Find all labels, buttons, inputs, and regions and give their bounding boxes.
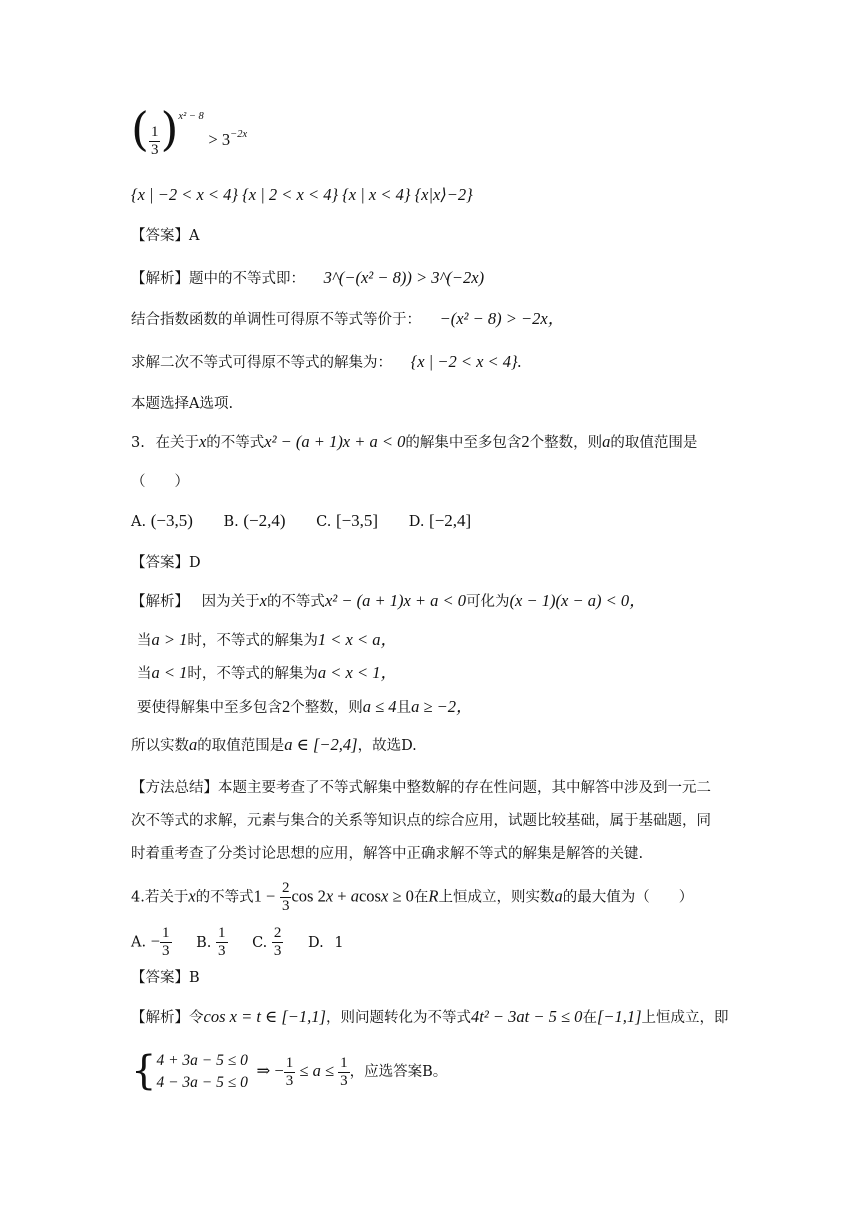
analysis-text: 令	[189, 1010, 204, 1026]
inequality-system	[156, 1050, 247, 1094]
problem2-inequality	[131, 102, 248, 159]
analysis-label: 【解析】	[131, 271, 189, 287]
analysis-math: a ≤ 4	[362, 697, 397, 716]
left-brace: {	[131, 1048, 157, 1094]
problem3-answer: 【答案】D	[131, 555, 201, 571]
problem3-options	[131, 511, 471, 532]
analysis-math: −(x² − 8) > −2x，	[439, 309, 565, 328]
option-label: A.	[131, 934, 147, 951]
fraction-one-third: $\frac{1}{3}$	[150, 123, 159, 158]
analysis-text: 的取值范围是	[197, 738, 285, 754]
rhs-exponent: −2x	[230, 129, 248, 140]
exponent: x² − 8	[178, 111, 204, 122]
analysis-math: x² − (a + 1)x + a < 0	[324, 591, 467, 610]
analysis-text: 当	[137, 666, 152, 682]
analysis-math: (x − 1)(x − a) < 0，	[509, 591, 646, 610]
problem3-analysis-4: 要使得解集中至多包含2个整数，则a ≤ 4且a ≥ −2，	[137, 697, 473, 716]
analysis-text: 当	[137, 633, 152, 649]
analysis-text: 上恒成立，即	[641, 1010, 729, 1026]
stem-text: 上恒成立，则实数	[438, 889, 555, 906]
inequality-rhs: > 3	[208, 130, 231, 149]
problem2-conclusion: 本题选择A选项.	[131, 396, 234, 412]
analysis-text: ，应选答案B。	[349, 1064, 448, 1080]
analysis-text: 在	[582, 1010, 597, 1026]
option-d: 1	[334, 934, 344, 951]
choices-text: {x | −2 < x < 4} {x | 2 < x < 4} {x | x < 4} {x|x⟩−2}	[131, 185, 473, 204]
analysis-math: cos x = t ∈ [−1,1]	[203, 1007, 326, 1026]
option-label: A.	[131, 514, 147, 530]
left-paren: (	[131, 102, 149, 156]
problem2-choices	[131, 185, 473, 206]
question-number: 3.	[131, 435, 145, 451]
problem4-stem: 4.若关于x的不等式1 − $\frac{2}{3}$ cos 2x + acosx ≥ 0在R上恒成立，则实数a的最大值为（ ）	[131, 880, 694, 914]
analysis-text: ，故选D.	[357, 738, 417, 754]
fraction-one-third: $\frac{1}{3}$	[285, 1054, 294, 1089]
right-paren: )	[160, 102, 179, 156]
problem3-stem: 3. 在关于x的不等式x² − (a + 1)x + a < 0的解集中至多包含2个整数，则a的取值范围是	[131, 432, 698, 451]
problem3-summary-1: 【方法总结】本题主要考查了不等式解集中整数解的存在性问题，其中解答中涉及到一元二	[131, 780, 711, 796]
analysis-math: 4t² − 3at − 5 ≤ 0	[470, 1007, 583, 1026]
option-c: $\frac{2}{3}$	[273, 925, 282, 959]
analysis-text: 求解二次不等式可得原不等式的解集为：	[131, 355, 392, 371]
stem-text: 个整数，则	[529, 435, 603, 451]
analysis-text: 时，不等式的解集为	[187, 633, 318, 649]
analysis-text: 个整数，则	[290, 700, 363, 716]
analysis-text: 且	[396, 700, 412, 716]
problem2-analysis-3	[131, 352, 522, 373]
problem4-answer: 【答案】B	[131, 970, 200, 986]
option-c: [−3,5]	[335, 511, 379, 530]
option-label: D.	[408, 514, 425, 530]
analysis-math: a ∈ [−2,4]	[284, 735, 358, 754]
problem2-analysis-1	[131, 268, 484, 289]
stem-text: 若关于	[144, 889, 189, 906]
analysis-math: a < x < 1，	[317, 663, 397, 682]
problem3-analysis-1: 【解析】 因为关于x的不等式x² − (a + 1)x + a < 0可化为(x − 1)(x − a) < 0，	[131, 591, 646, 610]
analysis-text: 可化为	[466, 594, 510, 610]
stem-text: 在	[413, 889, 429, 906]
option-a: (−3,5)	[150, 511, 193, 530]
option-label: C.	[252, 934, 268, 951]
analysis-math: 3^(−(x² − 8)) > 3^(−2x)	[323, 268, 485, 287]
stem-text: 的取值范围是	[610, 435, 698, 451]
option-b: (−2,4)	[243, 511, 286, 530]
analysis-text: 因为关于	[201, 594, 260, 610]
analysis-math: {x | −2 < x < 4}.	[410, 352, 522, 371]
option-label: B.	[196, 934, 212, 951]
stem-text: 的最大值为（ ）	[562, 889, 694, 906]
stem-text: 的解集中至多包含	[405, 435, 522, 451]
analysis-label: 【解析】	[131, 594, 189, 610]
system-row: 4 + 3a − 5 ≤ 0	[156, 1052, 248, 1069]
option-d: [−2,4]	[429, 511, 472, 530]
problem3-analysis-5: 所以实数a的取值范围是a ∈ [−2,4]，故选D.	[131, 735, 417, 754]
problem4-options: A. − $\frac{1}{3}$ B. $\frac{1}{3}$ C. $\frac{2}{3}$ D. 1	[131, 925, 344, 959]
option-label: C.	[316, 514, 332, 530]
problem3-summary-2: 次不等式的求解，元素与集合的关系等知识点的综合应用，试题比较基础，属于基础题，同	[131, 813, 711, 829]
option-label: B.	[223, 514, 239, 530]
problem4-analysis-2: { 4 + 3a − 5 ≤ 0 4 − 3a − 5 ≤ 0 ⇒ − $\frac{1}{3}$ ≤ a ≤ $\frac{1}{3}$ ，应选答案B。	[131, 1048, 448, 1094]
analysis-math: a > 1	[151, 630, 188, 649]
analysis-label: 【解析】	[131, 1010, 189, 1026]
analysis-text: 结合指数函数的单调性可得原不等式等价于：	[131, 312, 421, 328]
analysis-text: 题中的不等式即：	[189, 271, 305, 287]
problem3-analysis-2	[137, 630, 397, 651]
stem-inequality: x² − (a + 1)x + a < 0	[264, 432, 406, 451]
analysis-math: a ≥ −2，	[411, 697, 473, 716]
question-number: 4.	[131, 889, 145, 906]
analysis-text: 要使得解集中至多包含	[137, 700, 282, 716]
fraction-one-third: $\frac{1}{3}$	[340, 1054, 348, 1089]
system-row: 4 − 3a − 5 ≤ 0	[156, 1074, 248, 1091]
stem-text: 在关于	[155, 435, 199, 451]
problem3-analysis-3	[137, 663, 397, 684]
analysis-text: 时，不等式的解集为	[187, 666, 318, 682]
option-b: $\frac{1}{3}$	[218, 925, 226, 959]
analysis-text: 所以实数	[131, 738, 189, 754]
stem-text: 的不等式	[206, 435, 265, 451]
option-a: $\frac{1}{3}$	[162, 925, 170, 959]
problem2-analysis-2	[131, 309, 564, 330]
problem2-answer: 【答案】A	[131, 228, 200, 244]
fraction-two-thirds: $\frac{2}{3}$	[281, 880, 290, 914]
analysis-text: 的不等式	[266, 594, 325, 610]
analysis-text: ，则问题转化为不等式	[325, 1010, 471, 1026]
analysis-math: a < 1	[151, 663, 188, 682]
analysis-math: 1 < x < a，	[317, 630, 397, 649]
problem3-paren: （ ）	[131, 474, 189, 490]
stem-text: 的不等式	[195, 889, 254, 906]
option-label: D.	[308, 934, 324, 951]
analysis-math: [−1,1]	[596, 1007, 642, 1026]
problem4-analysis-1	[131, 1007, 729, 1028]
problem3-summary-3: 时着重考查了分类讨论思想的应用，解答中正确求解不等式的解集是解答的关键.	[131, 846, 644, 862]
